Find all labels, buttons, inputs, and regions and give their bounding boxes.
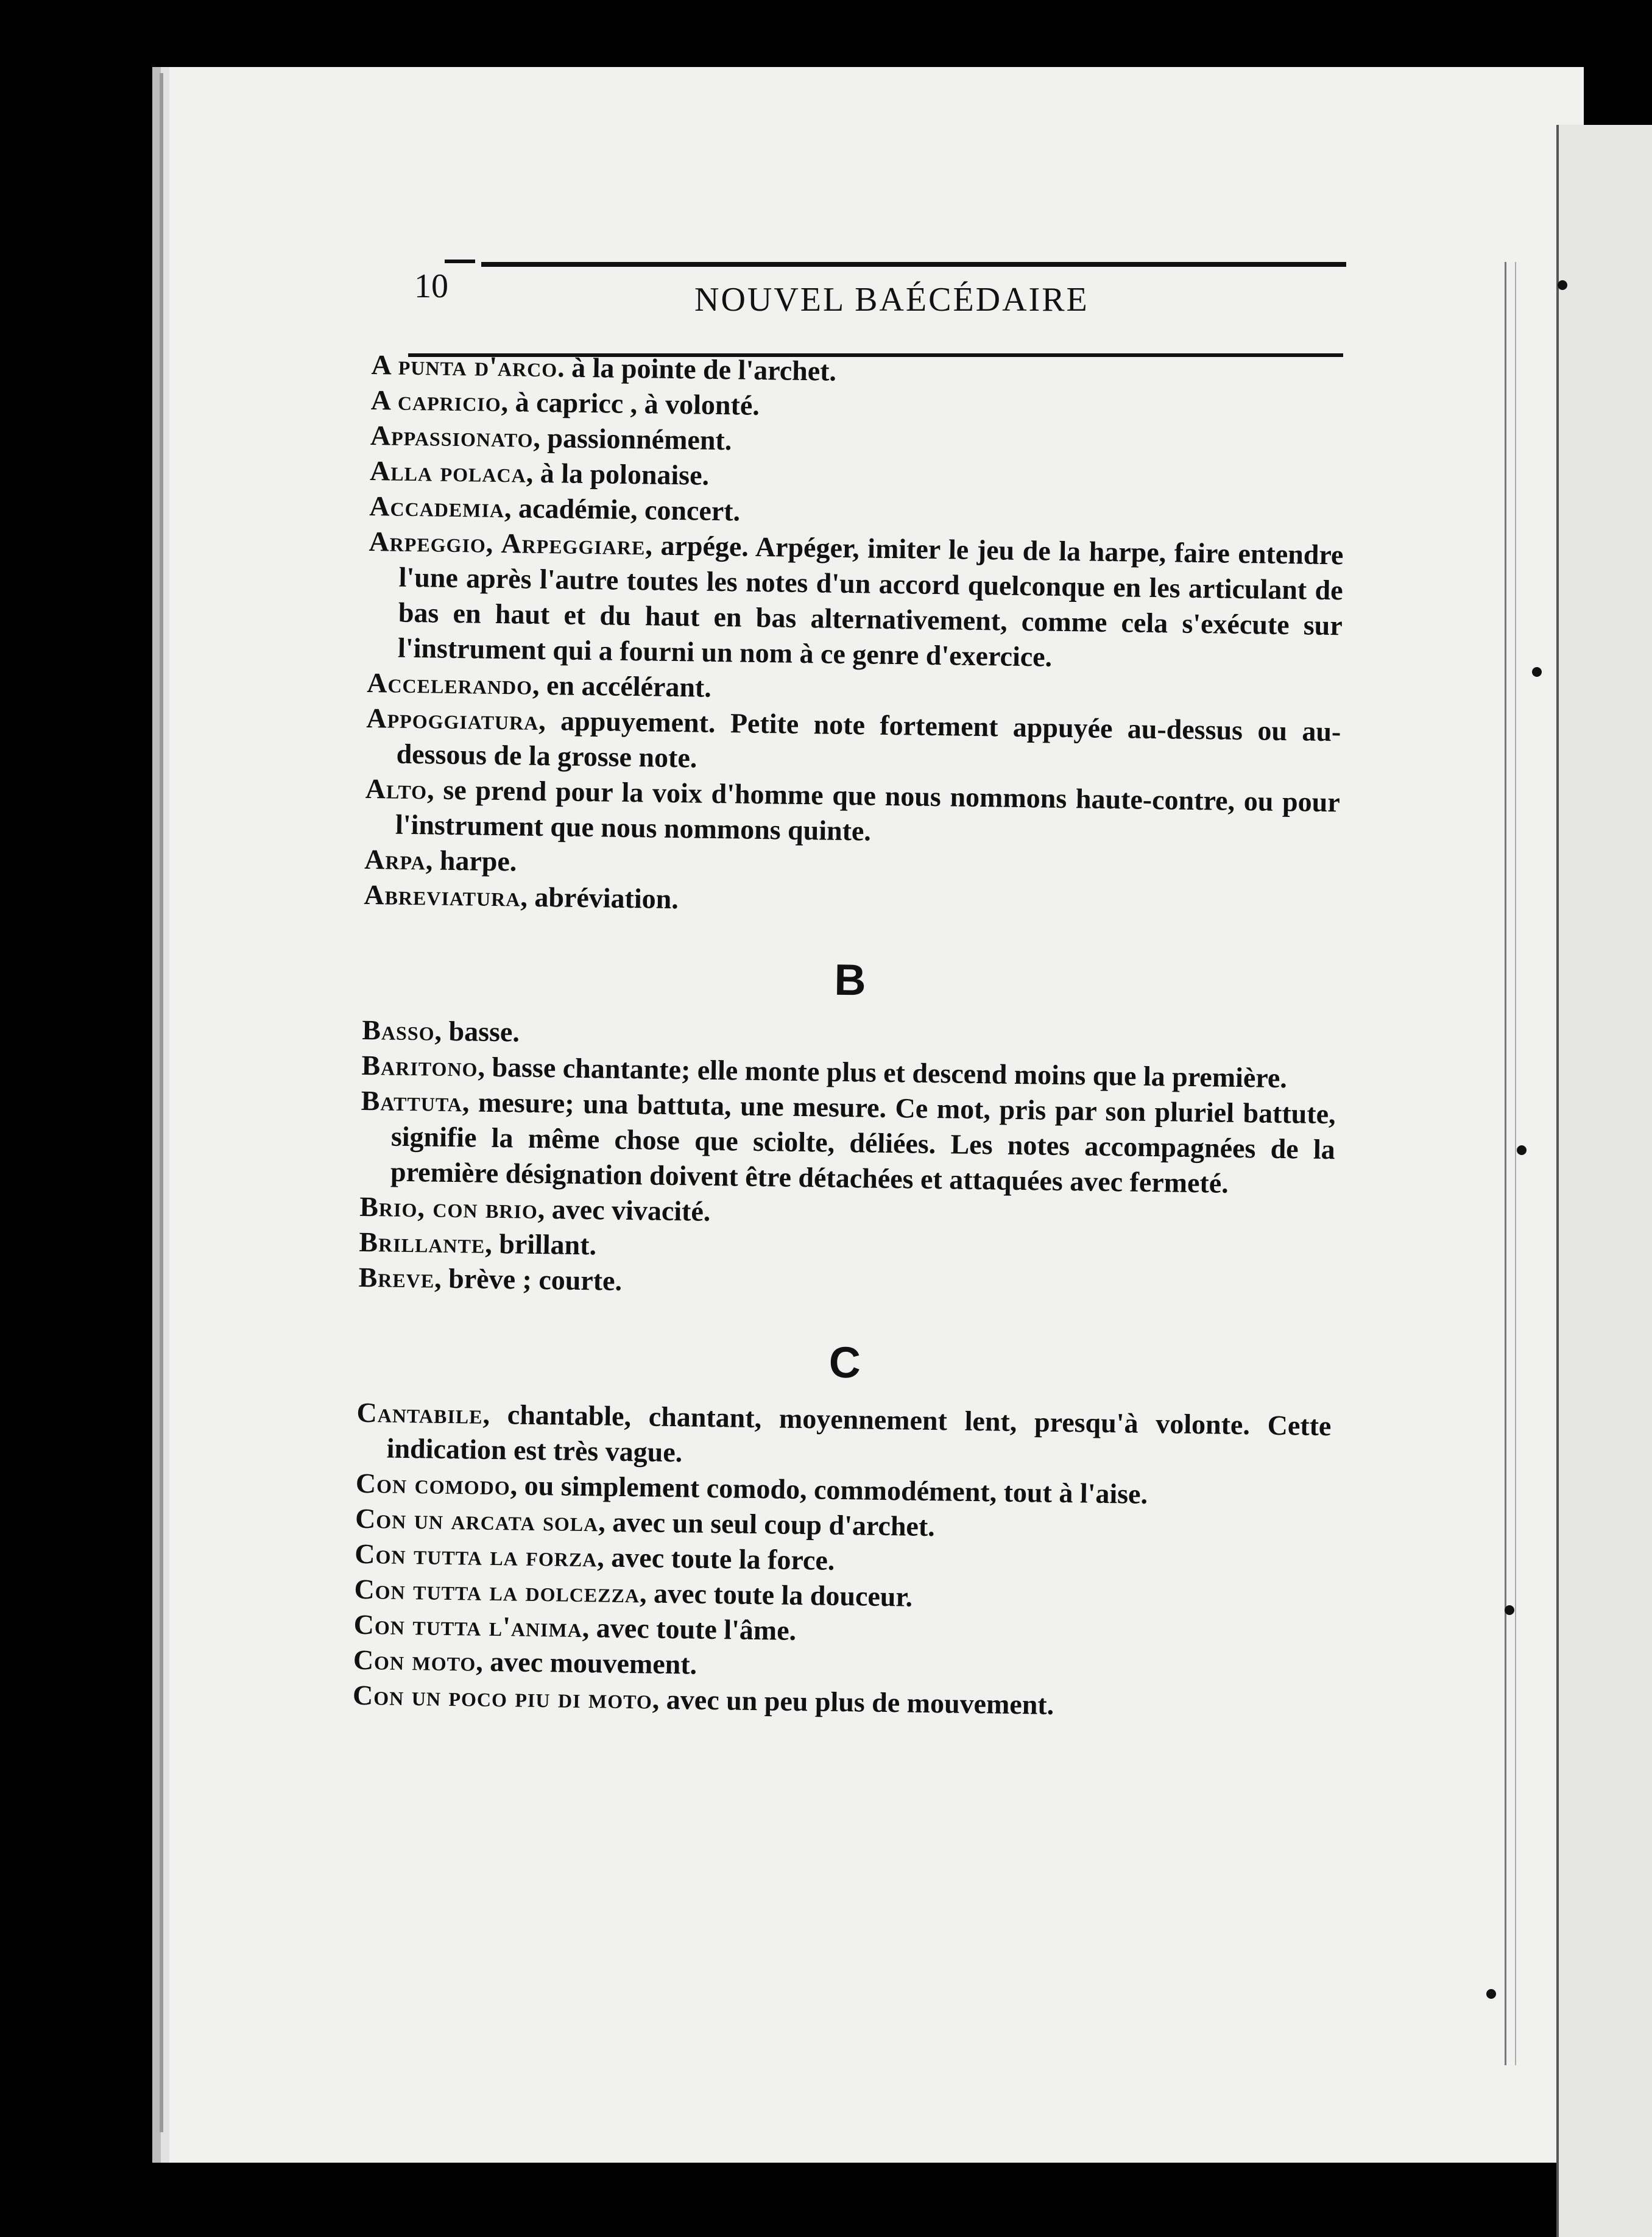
entry-term: Con tutta la dolcezza bbox=[354, 1573, 640, 1609]
header-rule bbox=[445, 260, 475, 263]
entry-term: Con tutta l'anima bbox=[353, 1608, 583, 1644]
entry-term: Con un poco piu di moto bbox=[352, 1679, 653, 1715]
entry-term: Appoggiatura bbox=[366, 702, 539, 736]
entry-term: Alla polaca bbox=[369, 454, 527, 489]
entry-definition: , avec un seul coup d'archet. bbox=[598, 1506, 936, 1543]
entry-definition: , appuyement. Petite note fortement appuyée au-dessus ou au-dessous de la grosse note. bbox=[396, 704, 1341, 774]
entry-term: Arpeggio, Arpeggiare bbox=[369, 525, 646, 561]
entry-definition: , se prend pour la voix d'homme que nous nommons haute-contre, ou pour l'instrument que nous nommons quinte. bbox=[395, 774, 1341, 847]
binding-thread bbox=[1505, 262, 1516, 2065]
facing-page-edge bbox=[1556, 125, 1652, 2237]
entry-term: Alto bbox=[365, 772, 428, 805]
page-header bbox=[408, 256, 1346, 359]
section-letter: C bbox=[828, 1338, 861, 1388]
dictionary-entry bbox=[365, 701, 1341, 785]
entry-term: A capricio bbox=[370, 384, 502, 417]
entry-definition: , brève ; courte. bbox=[434, 1262, 623, 1296]
page-edge bbox=[160, 73, 163, 2132]
dictionary-section bbox=[358, 949, 1338, 1309]
entry-definition: , passionnément. bbox=[533, 422, 732, 456]
entry-definition: , abréviation. bbox=[520, 881, 679, 915]
dictionary-entry bbox=[365, 771, 1340, 855]
dictionary-text bbox=[353, 347, 1346, 1726]
entry-definition: , en accélérant. bbox=[532, 669, 712, 703]
running-title: NOUVEL BAÉCÉDAIRE bbox=[694, 281, 1089, 319]
entry-term: Accademia bbox=[369, 490, 505, 524]
entry-definition: , à la polonaise. bbox=[526, 457, 710, 491]
entry-term: A punta d'arco bbox=[371, 348, 558, 383]
entry-definition: , avec toute la douceur. bbox=[639, 1577, 913, 1613]
section-letter: B bbox=[834, 955, 867, 1005]
binding-knot bbox=[1532, 667, 1542, 677]
entry-definition: , basse chantante; elle monte plus et descend moins que la première. bbox=[478, 1051, 1288, 1094]
entry-definition: , brillant. bbox=[484, 1228, 597, 1261]
header-rule bbox=[481, 262, 1346, 267]
entry-term: Brillante bbox=[359, 1226, 485, 1259]
entry-definition: , avec toute l'âme. bbox=[582, 1612, 797, 1646]
entry-definition: , avec toute la force. bbox=[597, 1541, 835, 1576]
entry-term: Con tutta la forza bbox=[354, 1538, 598, 1573]
entry-term: Baritono bbox=[361, 1049, 478, 1083]
entry-definition: , chantable, chantant, moyennement lent, presqu'à volonte. Cette indication est très vague. bbox=[386, 1398, 1332, 1468]
binding-knot bbox=[1517, 1145, 1527, 1155]
dictionary-entry bbox=[360, 1083, 1336, 1203]
page-number: 10 bbox=[414, 267, 448, 305]
entry-term: Breve bbox=[358, 1261, 435, 1294]
entry-definition: , à capricc , à volonté. bbox=[501, 386, 760, 421]
entry-definition: , académie, concert. bbox=[504, 492, 741, 527]
binding-knot bbox=[1505, 1605, 1514, 1615]
entry-definition: , harpe. bbox=[425, 844, 517, 877]
entry-definition: , ou simplement comodo, commodément, tout à l'aise. bbox=[510, 1469, 1148, 1510]
binding-knot bbox=[1558, 280, 1567, 290]
entry-definition: , avec un peu plus de mouvement. bbox=[652, 1683, 1054, 1720]
entry-term: Brio, con brio bbox=[359, 1190, 538, 1225]
entry-term: Con un arcata sola bbox=[355, 1502, 599, 1538]
dictionary-entry bbox=[356, 1395, 1331, 1479]
entry-definition: , mesure; una battuta, une mesure. Ce mot, pris par son pluriel battute, signifie la même chose que sciolte, déliées. Les notes accompagnées de la première désignation doivent être détachées et attaquées avec fermeté. bbox=[390, 1086, 1336, 1199]
entry-definition: , arpége. Arpéger, imiter le jeu de la harpe, faire entendre l'une après l'autre toutes les notes d'un accord quelconque en les articulant de bas en haut et du haut en bas alternativement, comme cela s'exécute sur l'instrument qui a fourni un nom à ce genre d'exercice. bbox=[397, 529, 1344, 673]
entry-term: Abreviatura bbox=[364, 878, 521, 913]
entry-term: Con moto bbox=[353, 1644, 476, 1677]
dictionary-entry bbox=[367, 524, 1344, 679]
dictionary-section bbox=[364, 347, 1346, 926]
entry-term: Battuta bbox=[361, 1084, 463, 1118]
entry-definition: , avec vivacité. bbox=[537, 1193, 711, 1227]
entry-term: Basso bbox=[361, 1014, 435, 1047]
entry-definition: . à la pointe de l'archet. bbox=[557, 352, 837, 387]
entry-term: Cantabile bbox=[356, 1396, 483, 1430]
entry-term: Con comodo bbox=[355, 1467, 511, 1501]
entry-definition: , avec mouvement. bbox=[476, 1645, 697, 1680]
entry-definition: , basse. bbox=[434, 1015, 520, 1048]
binding-knot bbox=[1486, 1989, 1496, 1999]
entry-term: Arpa bbox=[364, 843, 426, 876]
dictionary-section bbox=[353, 1332, 1333, 1726]
entry-term: Accelerando bbox=[366, 666, 533, 701]
entry-term: Appassionato bbox=[370, 419, 534, 453]
